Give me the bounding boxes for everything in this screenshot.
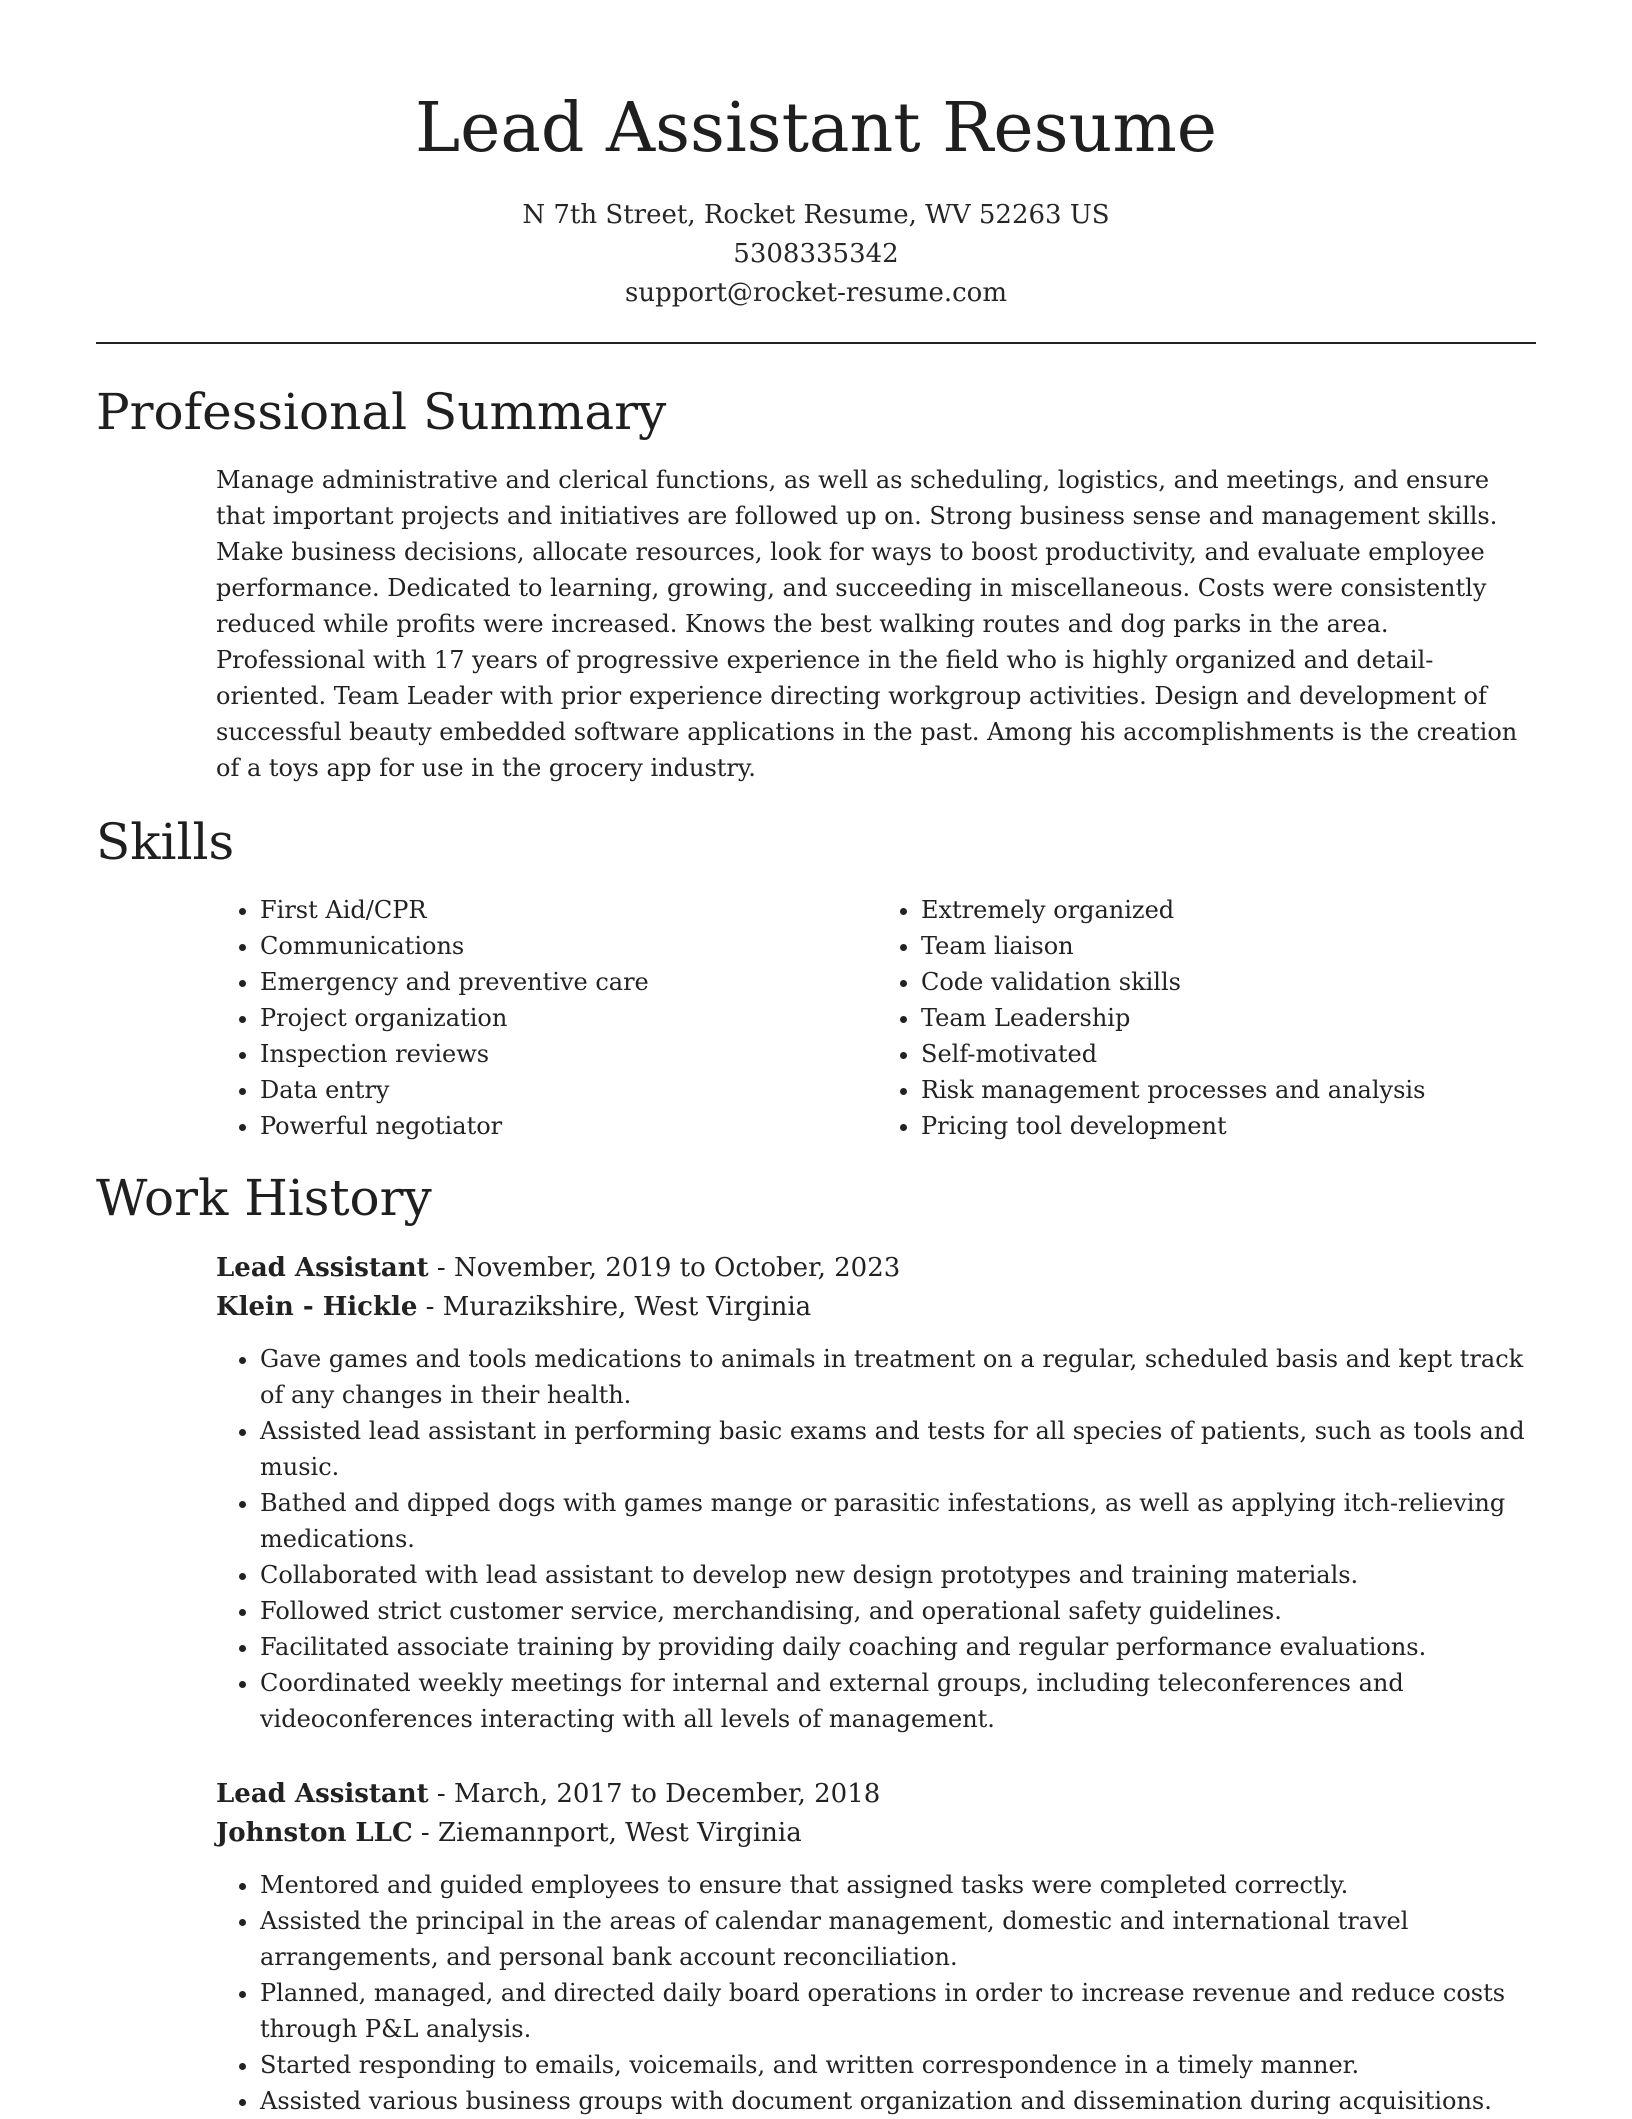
- resume-header: [0, 0, 1632, 313]
- skill-item: • Team Leadership: [921, 1000, 1538, 1036]
- skills-heading: Skills: [96, 813, 235, 871]
- skill-item: • Self-motivated: [921, 1036, 1538, 1072]
- job-location: Ziemannport, West Virginia: [437, 1818, 802, 1848]
- work-history-heading: Work History: [96, 1169, 432, 1227]
- skill-item: • Project organization: [260, 1000, 877, 1036]
- skill-item: • Data entry: [260, 1072, 877, 1108]
- email-text: support@rocket-resume.com: [624, 278, 1007, 308]
- job-dates: March, 2017 to December, 2018: [453, 1779, 881, 1809]
- separator: -: [417, 1292, 443, 1322]
- job-bullets: [216, 1341, 1538, 1737]
- job-bullet: • Assisted the principal in the areas of calendar management, domestic and international travel arrangements, and personal bank account reconciliation.: [260, 1903, 1538, 1975]
- job-bullet: • Assisted various business groups with document organization and dissemination during acquisitions.: [260, 2083, 1538, 2119]
- job-bullet: • Assisted lead assistant in performing basic exams and tests for all species of patients, such as tools and music.: [260, 1413, 1538, 1485]
- skill-item: • Inspection reviews: [260, 1036, 877, 1072]
- header-divider: [96, 342, 1536, 344]
- resume-title: Lead Assistant Resume: [414, 89, 1218, 168]
- skill-item: • First Aid/CPR: [260, 892, 877, 928]
- job-bullet: • Facilitated associate training by providing daily coaching and regular performance evaluations.: [260, 1629, 1538, 1665]
- job-bullet: • Gave games and tools medications to animals in treatment on a regular, scheduled basis and kept track of any changes in their health.: [260, 1341, 1538, 1413]
- job-location: Murazikshire, West Virginia: [442, 1292, 812, 1322]
- separator: -: [428, 1779, 454, 1809]
- job-bullet: • Mentored and guided employees to ensure that assigned tasks were completed correctly.: [260, 1867, 1538, 1903]
- skill-item: • Team liaison: [921, 928, 1538, 964]
- skills-column-left: [216, 892, 877, 1144]
- job-company: Johnston LLC: [216, 1818, 413, 1848]
- job-bullet: • Planned, managed, and directed daily board operations in order to increase revenue and reduce costs through P&L analysis.: [260, 1975, 1538, 2047]
- job-company: Klein - Hickle: [216, 1292, 418, 1322]
- job-bullet: • Followed strict customer service, merchandising, and operational safety guidelines.: [260, 1593, 1538, 1629]
- job-bullet: • Coordinated weekly meetings for internal and external groups, including teleconferences and videoconferences interacting with all levels of management.: [260, 1665, 1538, 1737]
- job-bullets: [216, 1867, 1538, 2119]
- job-title-line: [216, 1775, 1538, 1814]
- skill-item: • Emergency and preventive care: [260, 964, 877, 1000]
- phone-text: 5308335342: [733, 239, 899, 269]
- summary-text: Manage administrative and clerical functions, as well as scheduling, logistics, and meetings, and ensure that important projects and initiatives are followed up on. Strong business sense and management skills. Make business decisions, allocate resources, look for ways to boost productivity, and evaluate employee performance. Dedicated to learning, growing, and succeeding in miscellaneous. Costs were consistently reduced while profits were increased. Knows the best walking routes and dog parks in the area. Professional with 17 years of progressive experience in the field who is highly organized and detail-oriented. Team Leader with prior experience directing workgroup activities. Design and development of successful beauty embedded software applications in the past. Among his accomplishments is the creation of a toys app for use in the grocery industry.: [216, 466, 1518, 782]
- skill-item: • Code validation skills: [921, 964, 1538, 1000]
- summary-heading: Professional Summary: [96, 383, 667, 441]
- skill-item: • Extremely organized: [921, 892, 1538, 928]
- job-dates: November, 2019 to October, 2023: [453, 1253, 901, 1283]
- job-company-line: [216, 1814, 1538, 1853]
- job-role: Lead Assistant: [216, 1253, 429, 1283]
- job-bullet: • Started responding to emails, voicemails, and written correspondence in a timely manner.: [260, 2047, 1538, 2083]
- job-company-line: [216, 1288, 1538, 1327]
- skills-column-right: [877, 892, 1538, 1144]
- job-bullet: • Bathed and dipped dogs with games mange or parasitic infestations, as well as applying itch-relieving medications.: [260, 1485, 1538, 1557]
- skill-item: • Risk management processes and analysis: [921, 1072, 1538, 1108]
- job-role: Lead Assistant: [216, 1779, 429, 1809]
- contact-block: [0, 196, 1632, 313]
- job-entry: [216, 1249, 1538, 1737]
- skill-item: • Communications: [260, 928, 877, 964]
- job-title-line: [216, 1249, 1538, 1288]
- address-text: N 7th Street, Rocket Resume, WV 52263 US: [522, 200, 1110, 230]
- separator: -: [412, 1818, 438, 1848]
- separator: -: [428, 1253, 454, 1283]
- skills-list: [216, 892, 1538, 1144]
- job-bullet: • Collaborated with lead assistant to develop new design prototypes and training materials.: [260, 1557, 1538, 1593]
- job-entry: [216, 1775, 1538, 2119]
- skill-item: • Powerful negotiator: [260, 1108, 877, 1144]
- skill-item: • Pricing tool development: [921, 1108, 1538, 1144]
